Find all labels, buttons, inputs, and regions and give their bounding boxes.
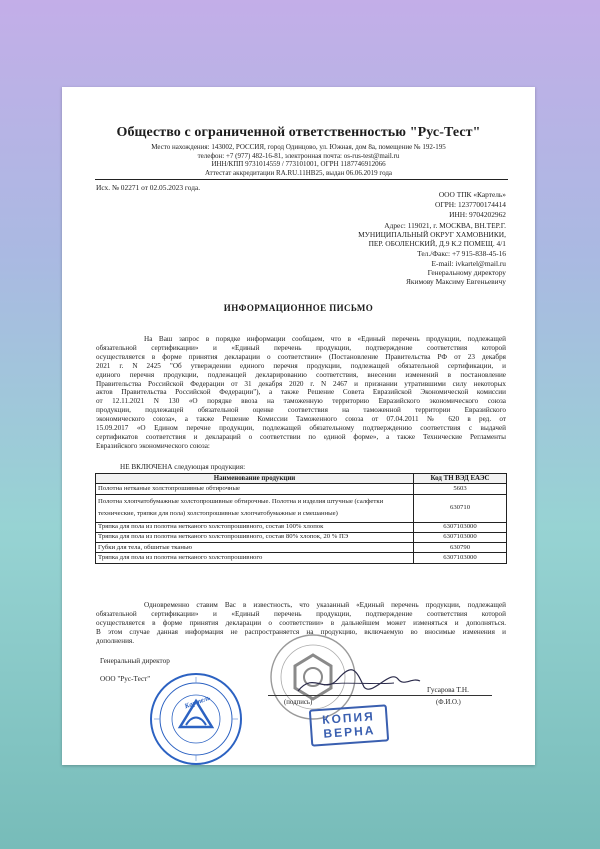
company-seal-blue [148, 671, 244, 765]
stamp-line-1: КОПИЯ [321, 709, 376, 727]
paragraph-line: дополнения. [96, 636, 135, 645]
signer-name: Гусарова Т.Н. [427, 686, 469, 694]
product-code: 5603 [414, 484, 507, 494]
header-contacts: телефон: +7 (977) 482-16-81, электронная почта: os-rus-test@mail.ru [197, 151, 400, 160]
product-code: 6307103000 [414, 532, 507, 542]
table-row [96, 522, 507, 532]
product-code: 630710 [414, 494, 507, 522]
recipient-line: Якимову Максиму Евгеньевичу [405, 277, 506, 286]
recipient-line: Адрес: 119021, г. МОСКВА, ВН.ТЕР.Г. [384, 221, 506, 230]
table-header-row [96, 474, 507, 484]
copy-certified-stamp [309, 704, 389, 746]
paragraph-line: осуществляется в форме принятия декларации о соответствии» в дальнейшем может изменяться и дополняться. [96, 618, 506, 627]
product-name: Тряпка для пола из полотна нетканого холстопрошивного [96, 553, 414, 563]
product-name: Тряпка для пола из полотна нетканого холстопрошивного, состав 80% хлопок, 20 % ПЭ [96, 532, 414, 542]
handwritten-signature [294, 665, 424, 699]
column-header-code: Код ТН ВЭД ЕАЭС [414, 474, 507, 484]
paragraph-line: осуществляется в форме принятия декларации о соответствии» (Постановление Правительства РФ от 23 декабря [96, 352, 506, 361]
table-row [96, 494, 507, 522]
header-rule [95, 179, 508, 180]
table-row [96, 553, 507, 563]
seal-text: Картель [183, 693, 212, 711]
product-code: 630790 [414, 543, 507, 553]
paragraph-line: Евразийского экономического союза: [96, 441, 210, 450]
name-line [414, 695, 492, 696]
table-row [96, 543, 507, 553]
paragraph-line: Одновременно ставим Вас в известность, что указанный «Единый перечень продукции, подлежащей [144, 601, 506, 609]
recipient-line: МУНИЦИПАЛЬНЫЙ ОКРУГ ХАМОВНИКИ, [358, 230, 506, 239]
product-name: Губки для тела, обшитые тканью [96, 543, 414, 553]
name-caption: (Ф.И.О.) [436, 699, 461, 706]
paragraph-line: обязательной сертификации» и «Единый перечень продукции, подтверждение соответствия которой [96, 343, 506, 352]
paragraph-line: продукции, подлежащей обязательной оценке соответствия на таможенной территории Евразийского [96, 406, 506, 415]
product-code: 6307103000 [414, 553, 507, 563]
recipient-line: E-mail: ivkartel@mail.ru [431, 259, 506, 268]
not-included-label: НЕ ВКЛЮЧЕНА следующая продукция: [120, 463, 246, 471]
column-header-name: Наименование продукции [96, 474, 414, 484]
header-address: Место нахождения: 143002, РОССИЯ, город Одинцово, ул. Южная, дом 8а, помещение № 192-195 [151, 143, 446, 151]
paragraph-line: обязательной сертификации» и «Единый перечень продукции, подтверждение соответствия которой [96, 609, 506, 618]
paragraph-line: В этом случае данная информация не распространяется на продукцию, включаемую во вносимые изменения и [96, 627, 506, 636]
paragraph-line: 2021 г. N 2425 "Об утверждении единого перечня продукции, подлежащей обязательной сертификации, и [96, 361, 506, 370]
product-code: 6307103000 [414, 522, 507, 532]
letter-page [62, 87, 535, 765]
paragraph-line: Правительства Российской Федерации от 31 декабря 2020 г. N 2467 и признании утратившими силу некоторых [96, 379, 506, 388]
product-name: Полотна нетканые холстопрошивные обтирочные [96, 484, 414, 494]
recipient-line: ОГРН: 1237700174414 [435, 200, 506, 209]
header-accreditation: Аттестат аккредитации RA.RU.11HB25, выдан 06.06.2019 года [204, 168, 393, 177]
paragraph-line: сертификатов соответствия и деклараций о соответствии по единой форме», а также Технические Регламенты [96, 432, 506, 441]
paragraph-line: 15.09.2017 «О Едином перечне продукции, подлежащей обязательному подтверждению соответствия с выдачей [96, 424, 506, 433]
paragraph-line: экономического союза», а также Решение Комиссии Таможенного союза от 07.04.2011 № 620 в ред. от [96, 415, 506, 424]
paragraph-line: актов Правительства Российской Федерации"), а также Решение Совета Евразийской Экономической комиссии [96, 388, 506, 397]
product-name: Тряпка для пола из полотна нетканого холстопрошивного, состав 100% хлопок [96, 522, 414, 532]
signer-company: ООО "Рус-Тест" [100, 675, 151, 683]
recipient-line: ООО ТПК «Картель» [438, 190, 506, 199]
signer-position: Генеральный директор [100, 657, 170, 665]
table-row [96, 484, 507, 494]
paragraph-main [96, 335, 506, 451]
header-inn: ИНН/КПП 9731014559 / 773101001, ОГРН 1187746912066 [211, 160, 386, 168]
recipient-line: Тел./Факс: +7 915-838-45-16 [417, 249, 506, 258]
paragraph-line: от 12.11.2021 N 130 «О порядке ввоза на таможенную территорию Евразийского экономического союза [96, 397, 506, 406]
product-name: Полотна хлопчатобумажные холстопрошивные обтирочные. Полотна и изделия штучные (салфетки технические, тряпки для пола) холстопрошивные хлопчатобумажные и смешанные) [96, 494, 414, 522]
document-title: ИНФОРМАЦИОННОЕ ПИСЬМО [223, 303, 374, 313]
recipient-line: Генеральному директору [427, 268, 506, 277]
table-row [96, 532, 507, 542]
stamp-line-2: ВЕРНА [323, 723, 376, 741]
company-title: Общество с ограниченной ответственностью "Рус-Тест" [116, 125, 481, 140]
reference-number: Исх. № 02271 от 02.05.2023 года. [96, 183, 201, 192]
recipient-line: ПЕР. ОБОЛЕНСКИЙ, Д.9 К.2 ПОМЕЩ. 4/1 [368, 239, 506, 248]
paragraph-line: На Ваш запрос в порядке информации сообщаем, что в «Единый перечень продукции, подлежащей [144, 335, 506, 343]
signature-caption: (подпись) [284, 699, 313, 706]
paragraph-line: единого перечня продукции, подлежащей декларированию соответствия, внесении изменений в постановление [96, 370, 506, 379]
recipient-line: ИНН: 9704202962 [449, 210, 506, 219]
products-table [95, 473, 507, 564]
